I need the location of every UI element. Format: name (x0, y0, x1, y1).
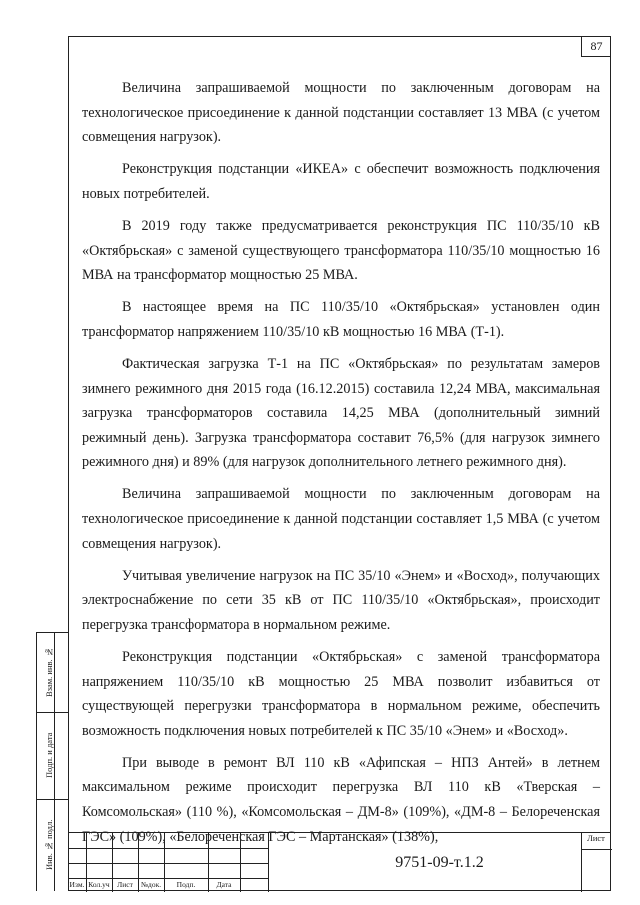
header-sheet: Лист (117, 880, 133, 889)
paragraph: Реконструкция подстанции «Октябрьская» с заменой трансформатора напряжением 110/35/10 кВ мощностью 25 МВА позволит избавиться от существующей перегрузки трансформатора в нормальном режиме, обеспечить возможность подключения новых потребителей к ПС 35/10 «Энем» и «Восход». (82, 648, 600, 739)
title-block (68, 832, 611, 891)
paragraph: Учитывая увеличение нагрузок на ПС 35/10 «Энем» и «Восход», получающих электроснабжение по сети 35 кВ от ПС 110/35/10 «Октябрьская», происходит перегрузка трансформатора в нормальном режиме. (82, 567, 600, 633)
header-doc-no: №док. (140, 880, 162, 889)
paragraph: При выводе в ремонт ВЛ 110 кВ «Афипская – НПЗ Антей» в летнем максимальном режиме происходит перегрузка ВЛ 110 кВ «Тверская – Комсомольская» (110 %), «Комсомольская – ДМ-8» (109%), «ДМ-8 – Белореченская ГЭС» (109%), «Белореченская ГЭС – Мартанская» (138%), (82, 754, 600, 845)
paragraph: В 2019 году также предусматривается реконструкция ПС 110/35/10 кВ «Октябрьская» с заменой существующего трансформатора 110/35/10 мощностью 16 МВА на трансформатор мощностью 25 МВА. (82, 217, 600, 284)
header-signature: Подп. (176, 880, 196, 889)
paragraph: Реконструкция подстанции «ИКЕА» с обеспечит возможность подключения новых потребителей. (82, 161, 600, 202)
sheet-label: Лист (587, 833, 605, 843)
stamp-inv-original: Инв. № подл. (44, 819, 54, 871)
page-number: 87 (581, 36, 611, 57)
header-change: Изм. (69, 880, 85, 889)
header-count: Кол.уч (88, 880, 110, 889)
document-body (82, 76, 600, 849)
margin-stamp (36, 632, 68, 891)
paragraph: В настоящее время на ПС 110/35/10 «Октябрьская» установлен один трансформатор напряжением 110/35/10 кВ мощностью 16 МВА (Т-1). (82, 299, 600, 340)
paragraph: Фактическая загрузка Т-1 на ПС «Октябрьская» по результатам замеров зимнего режимного дня 2015 года (16.12.2015) составила 12,24 МВА, максимальная загрузка трансформаторов составила 14,25 МВА (дополнительный зимний режимный день). Загрузка трансформатора составит 76,5% (для нагрузок зимнего режимного дня) и 89% (для нагрузок дополнительного летнего режимного дня). (82, 355, 600, 471)
stamp-inv-replace: Взам. инв. № (44, 647, 54, 697)
header-date: Дата (216, 880, 232, 889)
stamp-sign-date: Подп. и дата (44, 732, 54, 779)
document-code: 9751-09-т.1.2 (395, 853, 484, 871)
sheet-cell (581, 833, 611, 892)
paragraph: Величина запрашиваемой мощности по заключенным договорам на технологическое присоединение к данной подстанции составляет 13 МВА (с учетом совмещения нагрузок). (82, 80, 600, 146)
paragraph: Величина запрашиваемой мощности по заключенным договорам на технологическое присоединение к данной подстанции составляет 1,5 МВА (с учетом совмещения нагрузок). (82, 486, 600, 552)
